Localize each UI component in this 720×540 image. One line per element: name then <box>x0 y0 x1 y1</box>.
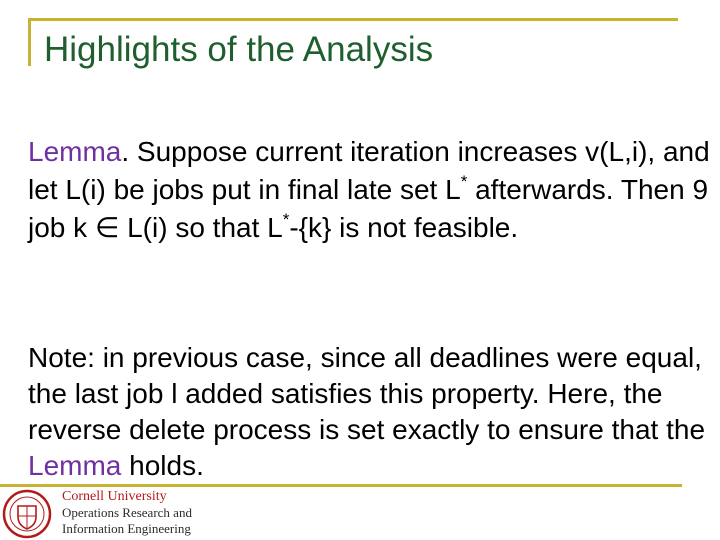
logo-department-line-2: Information Engineering <box>62 521 191 536</box>
note-paragraph <box>28 340 718 484</box>
element-of-symbol: ∈ <box>94 212 120 243</box>
note-text-2: added satisfies this property. Here, the reverse delete process is set exactly to ensure that the <box>28 378 706 445</box>
lemma-superscript-2: * <box>282 210 290 229</box>
lemma-label: Lemma <box>28 136 122 167</box>
cornell-seal-icon <box>2 489 52 539</box>
lemma-text-3: L(i) so that L <box>119 212 283 243</box>
logo-text <box>62 489 192 537</box>
cornell-orie-logo <box>0 487 240 540</box>
note-text-1: Note: in previous case, since all deadlines were equal, the last job <box>28 342 702 409</box>
lemma-reference: Lemma <box>28 450 122 481</box>
lemma-text-4: -{k} is not feasible. <box>289 212 519 243</box>
lemma-paragraph <box>28 133 718 247</box>
title-frame-top-rule <box>28 18 678 21</box>
title-frame-left-rule <box>28 18 31 66</box>
note-text-3: holds. <box>121 450 204 481</box>
logo-department-line-1: Operations Research and <box>62 505 192 520</box>
slide-title: Highlights of the Analysis <box>44 30 434 69</box>
logo-university-name: Cornell University <box>62 489 167 504</box>
lemma-text-1: . Suppose current iteration increases v(L,i), and let L(i) be jobs put in final late set L <box>28 136 710 205</box>
job-symbol: l <box>171 378 178 409</box>
lemma-superscript-1: * <box>460 172 468 191</box>
lemma-text-2: afterwards. Then 9 job k <box>28 174 709 243</box>
